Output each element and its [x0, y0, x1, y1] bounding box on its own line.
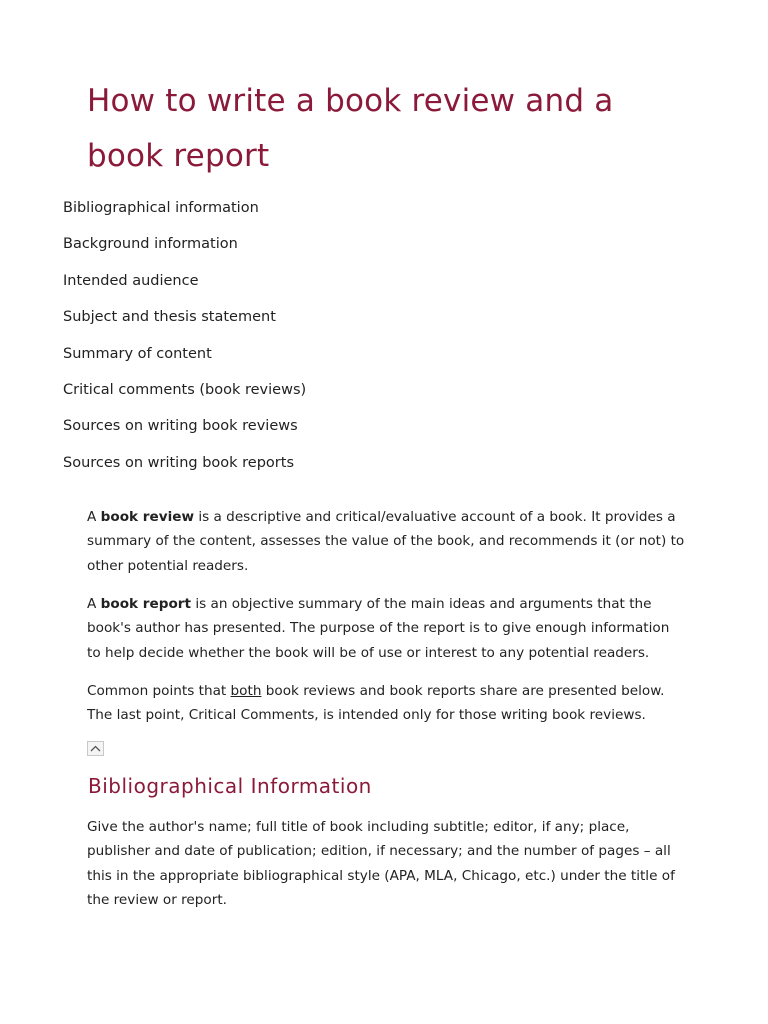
book-review-definition — [87, 505, 687, 578]
toc-item-intended-audience[interactable]: Intended audience — [63, 272, 199, 289]
term-book-review: book review — [100, 509, 195, 525]
term-book-report: book report — [100, 596, 192, 612]
book-report-definition — [87, 592, 687, 665]
chevron-up-icon — [88, 742, 103, 755]
para2-rest: is an objective summary of the main ideas and arguments that the book's author has presented. The purpose of the report is to give enough information to help decide whether the book will be of use or interest to any potential readers. — [87, 596, 670, 661]
table-of-contents — [63, 196, 306, 487]
toc-item-summary-content[interactable]: Summary of content — [63, 345, 212, 362]
back-to-top-button[interactable] — [87, 741, 104, 756]
toc-item-bibliographical-information[interactable]: Bibliographical information — [63, 200, 259, 216]
emphasis-both: both — [230, 683, 262, 699]
toc-item-critical-comments[interactable]: Critical comments (book reviews) — [63, 381, 307, 398]
para1-rest: is a descriptive and critical/evaluative account of a book. It provides a summary of the content, assesses the value of the book, and recommends it (or not) to other potential readers. — [87, 509, 685, 574]
toc-item-sources-reviews[interactable]: Sources on writing book reviews — [63, 418, 298, 435]
bibliographical-info-paragraph: Give the author's name; full title of book including subtitle; editor, if any; place, publisher and date of publication; edition, if necessary; and the number of pages – all this in the appropriate bibliographical style (APA, MLA, Chicago, etc.) under the title of the review or report. — [87, 819, 675, 908]
para1-lead: A — [87, 509, 101, 525]
para3-lead: Common points that — [87, 683, 231, 699]
para2-lead: A — [87, 596, 101, 612]
toc-item-background-information[interactable]: Background information — [63, 236, 238, 253]
section-heading-bibliographical: Bibliographical Information — [88, 774, 372, 798]
para3-rest: book reviews and book reports share are presented below. The last point, Critical Comments, is intended only for those writing book reviews. — [87, 683, 665, 724]
toc-item-subject-thesis[interactable]: Subject and thesis statement — [63, 309, 276, 326]
common-points-paragraph — [87, 679, 687, 728]
page-title: How to write a book review and a book report — [87, 83, 614, 174]
toc-item-sources-reports[interactable]: Sources on writing book reports — [63, 454, 294, 471]
